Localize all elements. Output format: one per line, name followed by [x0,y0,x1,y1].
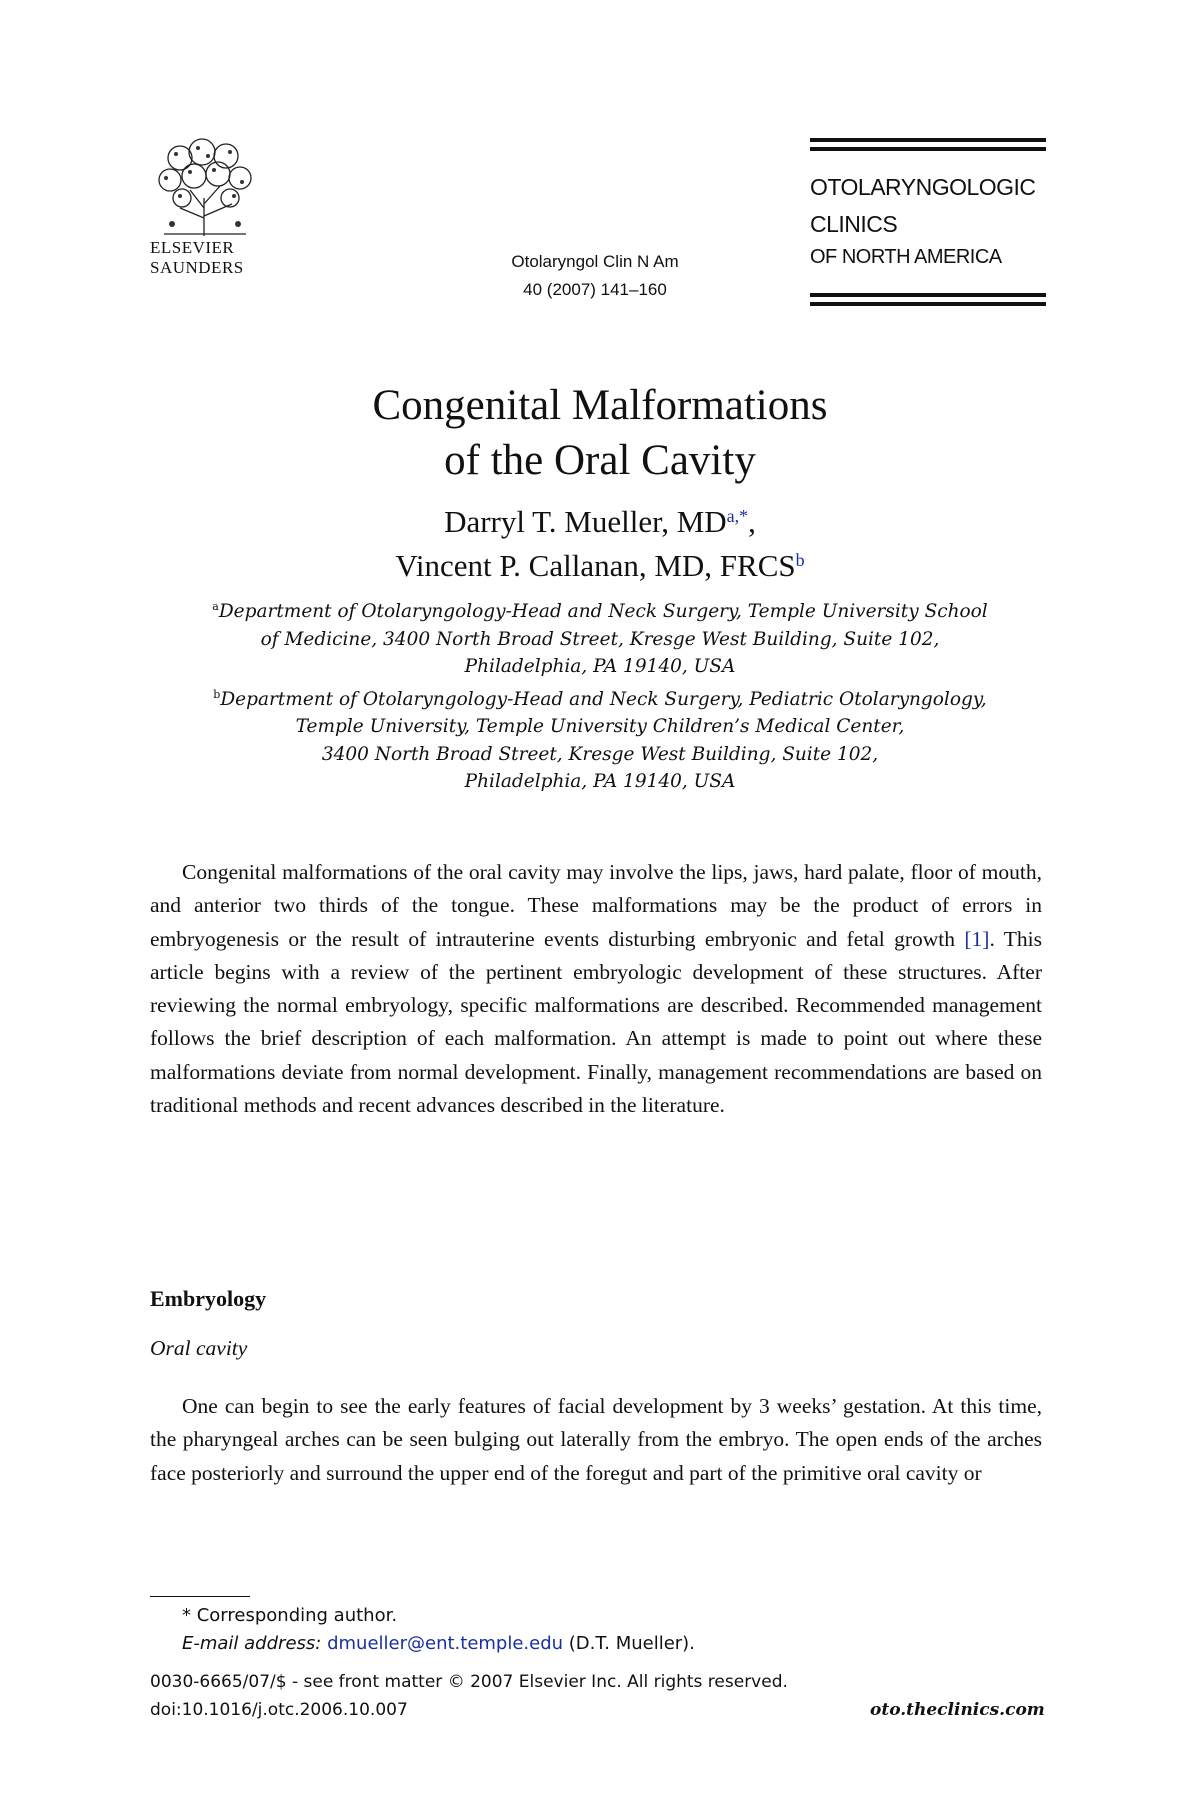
email-line [182,1630,695,1658]
article-title [150,378,1050,488]
abstract-text: . This article begins with a review of the pertinent embryologic development of these structures. After reviewing the normal embryology, specific malformations are described. Recommended management follows the brief description of each malformation. An attempt is made to point out where these malformations deviate from normal development. Finally, management recommendations are based on traditional methods and recent advances described in the literature. [150,926,1042,1118]
affiliation-text: Department of Otolaryngology-Head and Neck Surgery, Pediatric Otolaryngology, [220,688,987,710]
masthead-rule [810,302,1046,306]
journal-title-line: OF NORTH AMERICA [810,246,1002,268]
affiliation-line: Temple University, Temple University Children’s Medical Center, [295,716,905,738]
author-separator: , [748,504,756,539]
title-line: of the Oral Cavity [444,437,756,484]
masthead-rule [810,138,1046,142]
copyright-block [150,1668,788,1724]
subsection-heading: Oral cavity [150,1336,248,1360]
affiliations [170,593,1030,796]
affiliation-mark: a [212,600,219,613]
affiliation-text: Department of Otolaryngology-Head and Neck Surgery, Temple University School [218,601,988,623]
masthead-rule [810,293,1046,297]
footnote [182,1602,695,1658]
citation-journal: Otolaryngol Clin N Am [511,252,679,271]
reference-link[interactable]: [1] [964,926,990,951]
title-line: Congenital Malformations [372,382,828,429]
issn-copyright: 0030-6665/07/$ - see front matter © 2007 Elsevier Inc. All rights reserved. [150,1672,788,1692]
affiliation-line: 3400 North Broad Street, Kresge West Building, Suite 102, [321,743,879,765]
affiliation-line: of Medicine, 3400 North Broad Street, Kresge West Building, Suite 102, [260,628,940,650]
publisher-logo [150,138,262,288]
corresponding-author-note: * Corresponding author. [182,1605,398,1626]
affiliation-line: Philadelphia, PA 19140, USA [464,656,736,678]
journal-website: oto.theclinics.com [870,1700,1045,1720]
email-owner: (D.T. Mueller). [563,1633,695,1654]
author-name: Darryl T. Mueller, MD [444,504,727,539]
affiliation-link[interactable]: a,* [726,506,749,526]
affiliation-mark: b [213,687,221,701]
doi: doi:10.1016/j.otc.2006.10.007 [150,1700,408,1720]
journal-title-line: CLINICS [810,211,898,237]
elsevier-tree-logo [150,138,262,238]
author-1 [150,500,1050,544]
affiliation-link[interactable]: b [795,550,805,570]
citation-volume-pages: 40 (2007) 141–160 [523,280,667,299]
publisher-name: ELSEVIER [150,238,235,257]
email-label: E-mail address: [182,1633,322,1654]
affiliation-line [170,593,1030,626]
section-heading: Embryology [150,1286,267,1311]
footnote-rule [150,1596,250,1597]
journal-masthead [810,138,1046,311]
author-name: Vincent P. Callanan, MD, FRCS [395,548,796,583]
abstract-paragraph [150,856,1042,1122]
masthead-top-rules [810,138,1046,151]
author-2 [150,544,1050,588]
affiliation-line [170,681,1030,714]
journal-citation [440,248,750,304]
affiliation-line: Philadelphia, PA 19140, USA [464,771,736,793]
author-list [150,500,1050,588]
publisher-imprint: SAUNDERS [150,258,244,277]
journal-title-line: OTOLARYNGOLOGIC [810,174,1036,200]
email-link[interactable]: dmueller@ent.temple.edu [327,1633,564,1654]
masthead-bottom-rules [810,293,1046,306]
masthead-rule [810,147,1046,151]
body-paragraph: One can begin to see the early features of facial development by 3 weeks’ gestation. At this time, the pharyngeal arches can be seen bulging out laterally from the embryo. The open ends of the arches face posteriorly and surround the upper end of the foregut and part of the primitive oral cavity or [150,1394,1042,1485]
abstract-text: Congenital malformations of the oral cavity may involve the lips, jaws, hard palate, floor of mouth, and anterior two thirds of the tongue. These malformations may be the product of errors in embryogenesis or the result of intrauterine events disturbing embryonic and fetal growth [150,860,1042,951]
